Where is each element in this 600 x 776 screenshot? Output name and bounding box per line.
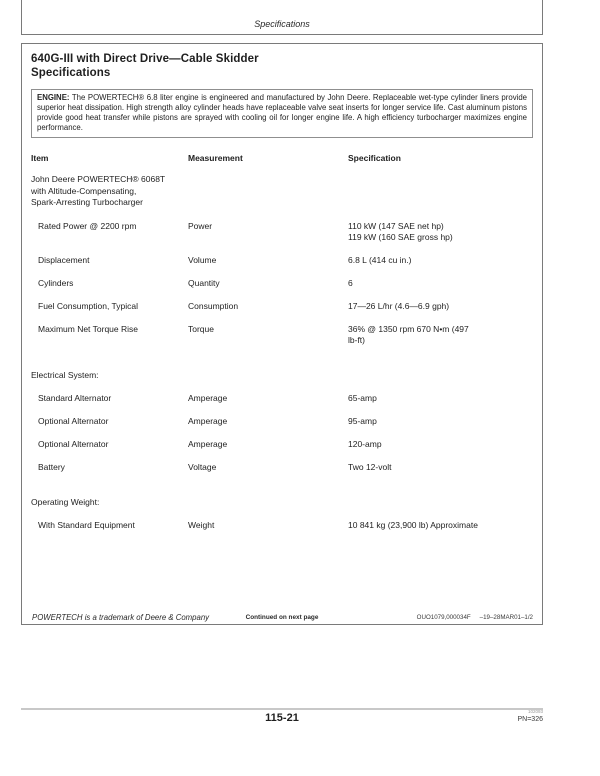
- item-cell: With Standard Equipment: [38, 519, 135, 530]
- measurement-cell: [188, 174, 348, 209]
- specification-cell: [348, 497, 533, 508]
- specification-cell: [348, 370, 533, 381]
- table-header-row: [31, 153, 533, 164]
- item-cell: Rated Power @ 2200 rpm: [38, 220, 137, 231]
- document-code: OUO1079,000034F –19–28MAR01–1/2: [416, 614, 533, 621]
- specification-cell: 120-amp: [348, 438, 382, 449]
- measurement-cell: Volume: [188, 254, 217, 265]
- item-cell: Displacement: [38, 254, 90, 265]
- section-footer: [31, 610, 533, 622]
- measurement-cell: Quantity: [188, 277, 220, 288]
- item-cell: Battery: [38, 461, 65, 472]
- specification-cell: 95-amp: [348, 415, 377, 426]
- measurement-cell: Amperage: [188, 438, 228, 449]
- item-cell: Electrical System:: [31, 369, 99, 380]
- item-cell: Standard Alternator: [38, 392, 112, 403]
- column-header-item: Item: [31, 153, 49, 163]
- table-row: [31, 520, 533, 531]
- table-row: [31, 301, 533, 312]
- table-section-heading: [31, 497, 533, 508]
- item-cell: Fuel Consumption, Typical: [38, 300, 139, 311]
- specification-cell: 6.8 L (414 cu in.): [348, 254, 412, 265]
- specification-cell: 36% @ 1350 rpm 670 N•m (497 lb-ft): [348, 323, 469, 345]
- table-row: [31, 255, 533, 266]
- trademark-note: POWERTECH is a trademark of Deere & Company: [32, 613, 210, 622]
- bottom-rule: [21, 708, 543, 710]
- item-cell: Operating Weight:: [31, 496, 100, 507]
- section-title: [31, 52, 533, 80]
- item-cell: John Deere POWERTECH® 6068T with Altitude-Compensating, Spark-Arresting Turbocharger: [31, 174, 166, 207]
- measurement-cell: [188, 370, 348, 381]
- section-title-line1: 640G-III with Direct Drive—Cable Skidder: [31, 53, 259, 65]
- engine-note-label: ENGINE:: [37, 93, 70, 102]
- item-cell: Cylinders: [38, 277, 74, 288]
- running-header: [21, 0, 543, 35]
- specification-cell: Two 12-volt: [348, 461, 392, 472]
- print-code: 102093: [527, 709, 543, 714]
- specification-cell: 10 841 kg (23,900 lb) Approximate: [348, 519, 478, 530]
- table-section-heading: [31, 370, 533, 381]
- measurement-cell: Amperage: [188, 392, 228, 403]
- table-body: [31, 174, 533, 531]
- specification-cell: [348, 174, 533, 209]
- specification-cell: 65-amp: [348, 392, 377, 403]
- table-row: [31, 462, 533, 473]
- column-header-measurement: Measurement: [188, 153, 243, 163]
- table-row: [31, 439, 533, 450]
- running-header-label: Specifications: [254, 19, 310, 29]
- table-row: [31, 174, 533, 209]
- item-cell: Optional Alternator: [38, 438, 109, 449]
- specifications-table: [31, 153, 533, 531]
- specification-cell: 6: [348, 277, 353, 288]
- measurement-cell: Power: [188, 220, 213, 231]
- engine-note-text: The POWERTECH® 6.8 liter engine is engineered and manufactured by John Deere. Replaceable wet-type cylinder liners provide superior heat dissipation. High strength alloy cylinder heads have replaceable valve seat inserts for longer service life. Cast aluminum pistons provide good heat transfer while pistons are sprayed with cooling oil for longer engine life. A high efficiency turbocharger maximizes engine performance.: [37, 93, 527, 132]
- measurement-cell: Torque: [188, 323, 214, 334]
- engine-note-box: [31, 89, 533, 138]
- column-header-specification: Specification: [348, 153, 401, 163]
- page-number: 115-21: [265, 712, 299, 724]
- item-cell: Optional Alternator: [38, 415, 109, 426]
- measurement-cell: Consumption: [188, 300, 239, 311]
- specification-cell: 17—26 L/hr (4.6—6.9 gph): [348, 300, 450, 311]
- measurement-cell: Amperage: [188, 415, 228, 426]
- table-row: [31, 324, 533, 346]
- item-cell: Maximum Net Torque Rise: [38, 323, 138, 334]
- section-title-line2: Specifications: [31, 67, 111, 79]
- measurement-cell: Voltage: [188, 461, 217, 472]
- table-row: [31, 393, 533, 404]
- table-row: [31, 221, 533, 243]
- table-row: [31, 278, 533, 289]
- measurement-cell: Weight: [188, 519, 215, 530]
- specifications-section-box: [21, 43, 543, 625]
- specification-cell: 110 kW (147 SAE net hp) 119 kW (160 SAE gross hp): [348, 220, 453, 242]
- measurement-cell: [188, 497, 348, 508]
- pn-code: PN=326: [517, 716, 543, 723]
- continued-note: Continued on next page: [245, 614, 319, 621]
- table-row: [31, 416, 533, 427]
